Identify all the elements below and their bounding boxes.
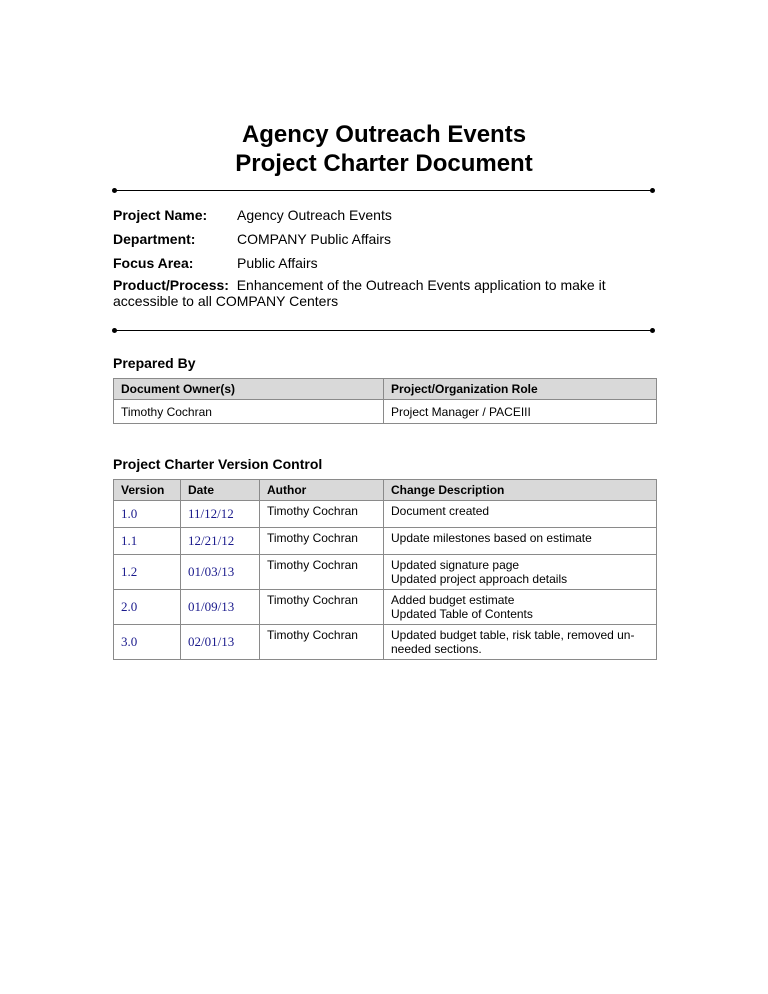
version-cell: 1.2: [114, 555, 181, 590]
date-cell: 11/12/12: [181, 501, 260, 528]
project-name-value: Agency Outreach Events: [237, 207, 392, 223]
author-cell: Timothy Cochran: [260, 501, 384, 528]
version-control-heading: Project Charter Version Control: [113, 456, 323, 472]
focus-area-value: Public Affairs: [237, 255, 318, 271]
document-title: [0, 120, 768, 178]
description-line: Document created: [391, 504, 490, 518]
date-cell: 02/01/13: [181, 625, 260, 660]
description-cell: [384, 528, 657, 555]
date-cell: 12/21/12: [181, 528, 260, 555]
column-header-change-description: Change Description: [384, 480, 657, 501]
meta-product-process: [113, 277, 658, 309]
description-cell: [384, 590, 657, 625]
description-cell: [384, 501, 657, 528]
author-cell: Timothy Cochran: [260, 555, 384, 590]
bottom-divider: [115, 330, 652, 331]
description-line: needed sections.: [391, 642, 482, 656]
date-cell: 01/09/13: [181, 590, 260, 625]
owner-cell: Timothy Cochran: [114, 400, 384, 424]
description-line: Update milestones based on estimate: [391, 531, 592, 545]
title-line-1: Agency Outreach Events: [241, 121, 527, 148]
description-line: Updated signature page: [391, 558, 520, 572]
department-label: Department:: [113, 231, 196, 247]
product-process-value: Enhancement of the Outreach Events application to make it accessible to all COMPANY Centers: [113, 277, 606, 309]
product-process-label: Product/Process:: [113, 277, 229, 293]
version-cell: 1.0: [114, 501, 181, 528]
focus-area-label: Focus Area:: [113, 255, 194, 271]
description-line: Updated project approach details: [391, 572, 568, 586]
version-cell: 2.0: [114, 590, 181, 625]
description-cell: [384, 555, 657, 590]
description-line: Updated budget table, risk table, removed un-: [391, 628, 635, 642]
prepared-by-heading: Prepared By: [113, 355, 196, 371]
column-header: Project/Organization Role: [384, 379, 657, 400]
author-cell: Timothy Cochran: [260, 590, 384, 625]
role-cell: Project Manager / PACEIII: [384, 400, 657, 424]
table-header-row: [114, 480, 657, 501]
table-header-row: [114, 379, 657, 400]
description-line: Added budget estimate: [391, 593, 515, 607]
version-control-table: [113, 479, 657, 660]
table-row: [114, 625, 657, 660]
table-row: [114, 501, 657, 528]
description-cell: [384, 625, 657, 660]
author-cell: Timothy Cochran: [260, 528, 384, 555]
table-row: [114, 400, 657, 424]
column-header-date: Date: [181, 480, 260, 501]
date-cell: 01/03/13: [181, 555, 260, 590]
table-row: [114, 555, 657, 590]
version-cell: 3.0: [114, 625, 181, 660]
department-value: COMPANY Public Affairs: [237, 231, 392, 247]
version-cell: 1.1: [114, 528, 181, 555]
title-line-2: Project Charter Document: [235, 150, 533, 177]
column-header-author: Author: [260, 480, 384, 501]
author-cell: Timothy Cochran: [260, 625, 384, 660]
project-name-label: Project Name:: [113, 207, 208, 223]
column-header-version: Version: [114, 480, 181, 501]
prepared-by-table: [113, 378, 657, 424]
column-header: Document Owner(s): [114, 379, 384, 400]
top-divider: [115, 190, 652, 191]
description-line: Updated Table of Contents: [391, 607, 533, 621]
table-row: [114, 528, 657, 555]
table-row: [114, 590, 657, 625]
